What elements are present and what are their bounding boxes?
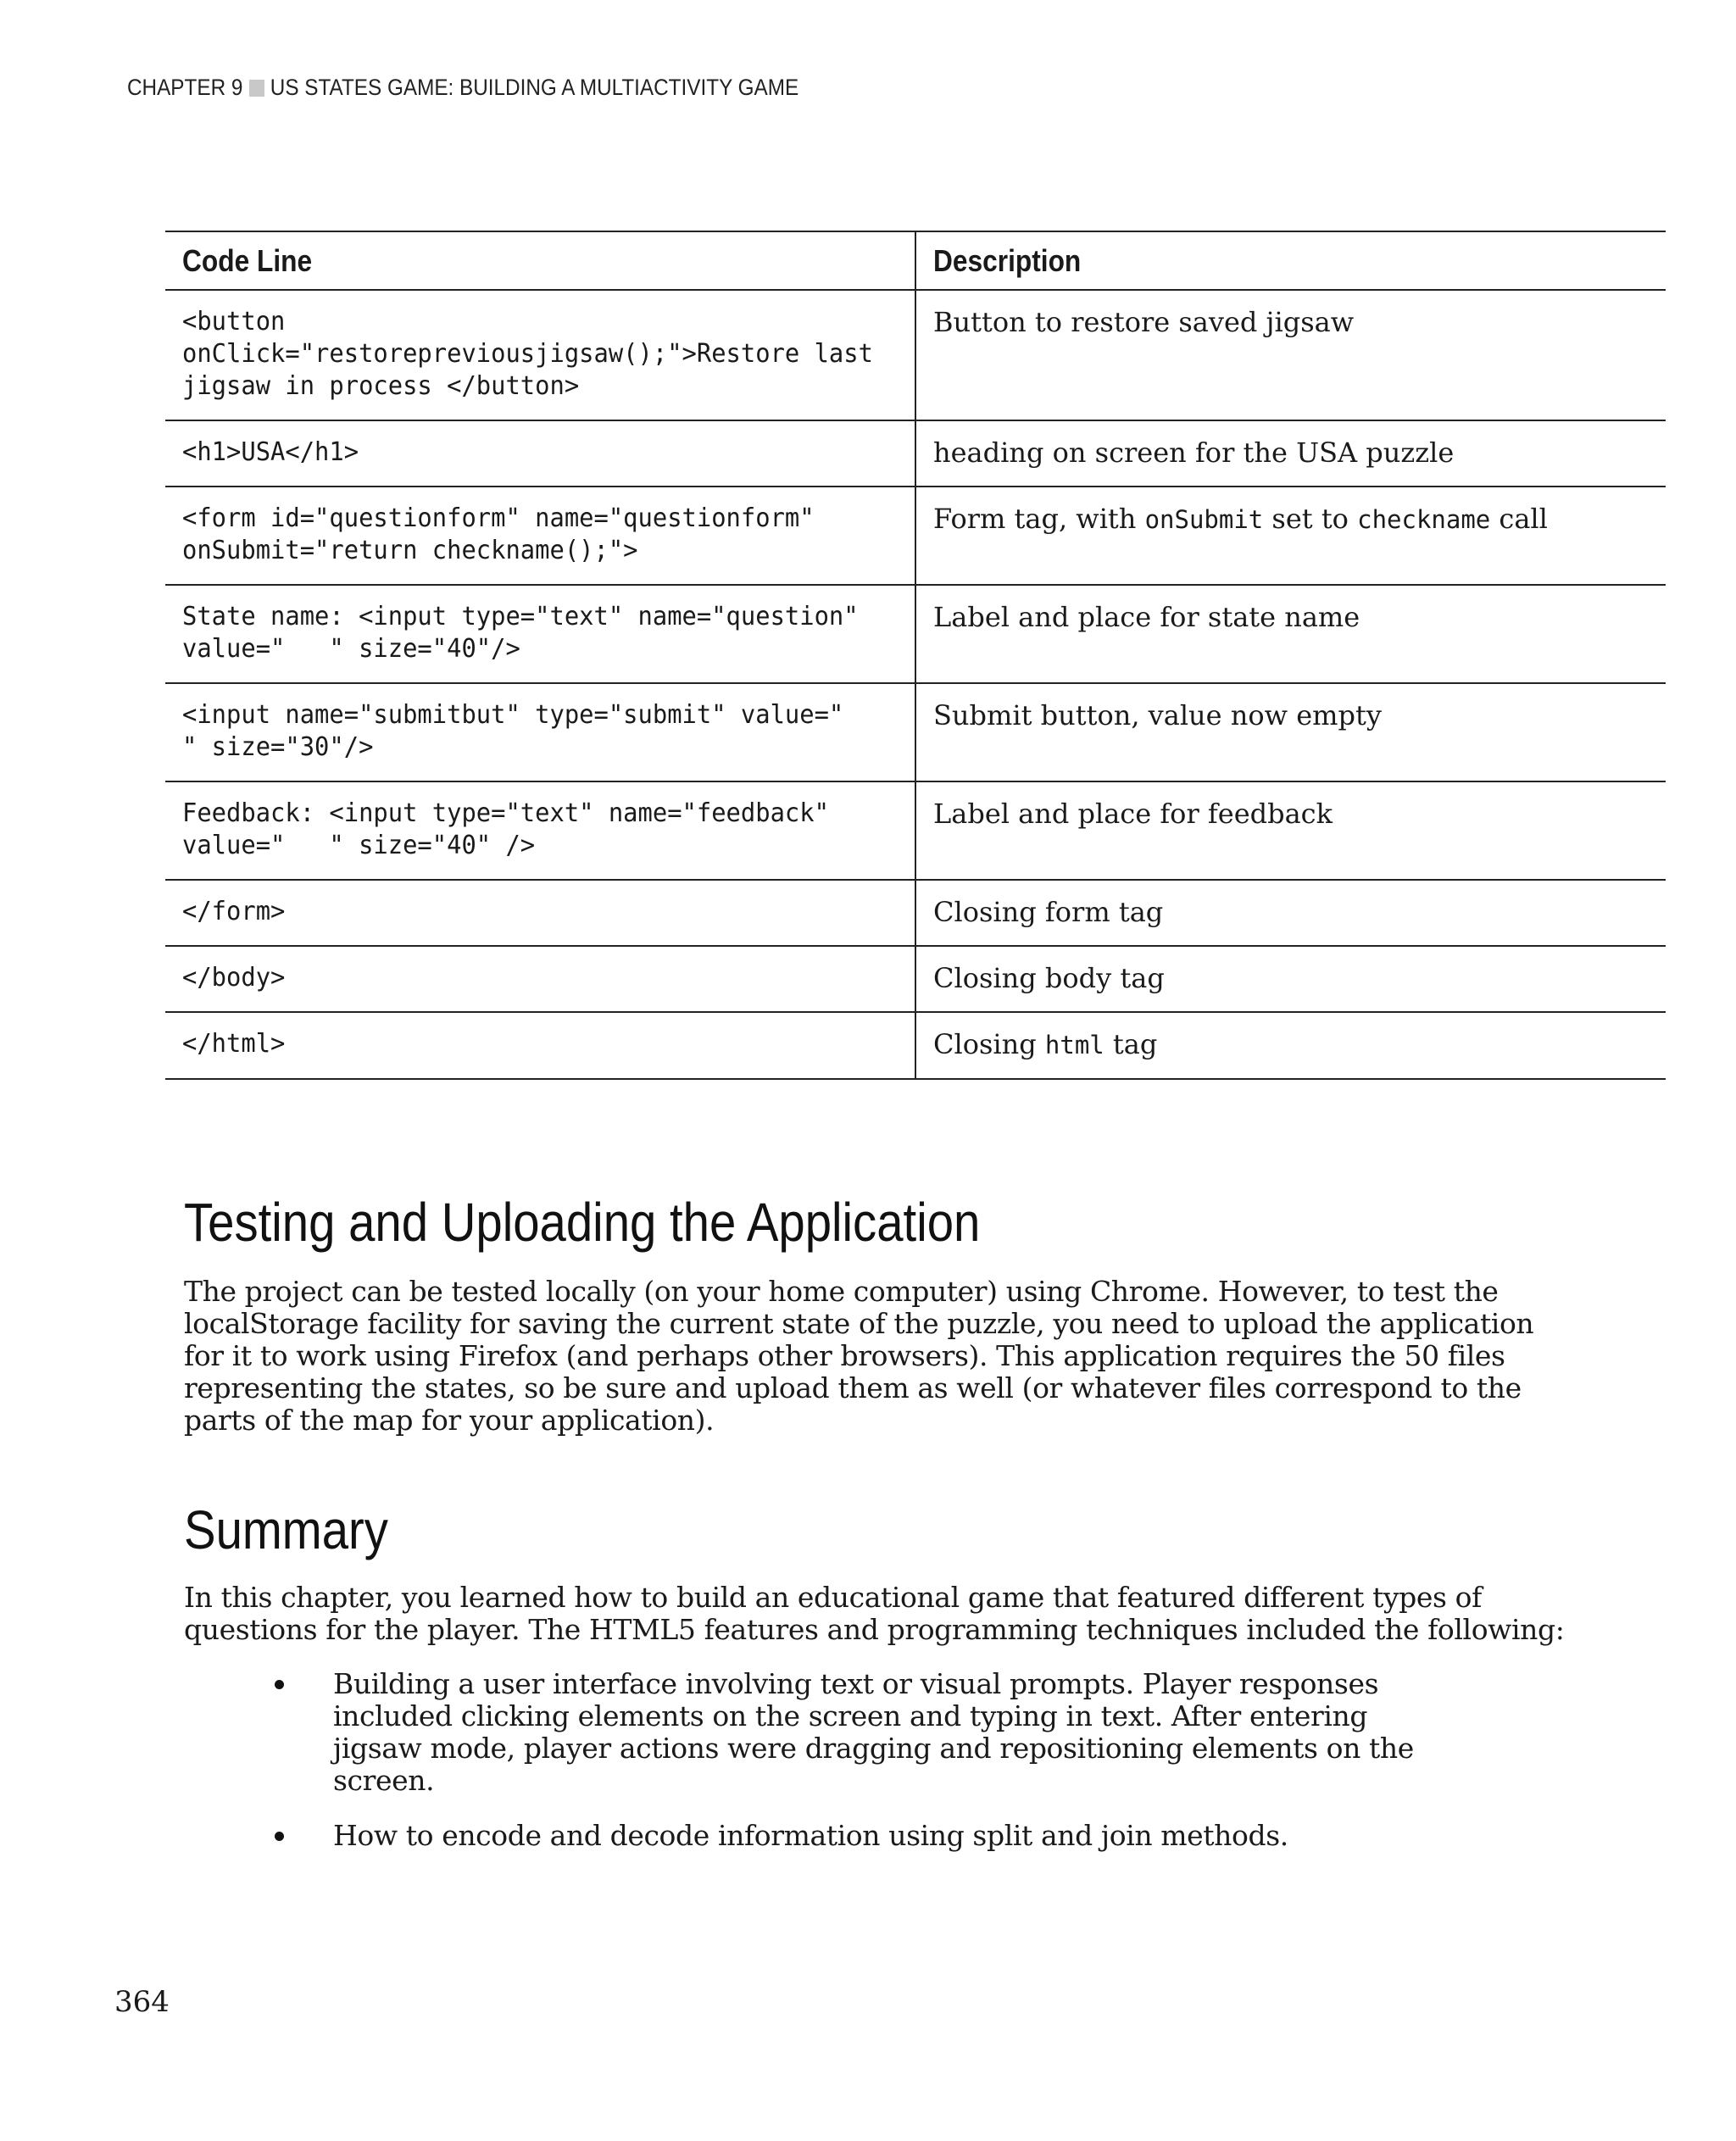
list-item: Building a user interface involving text or visual prompts. Player responses included clicking elements on the screen and typing in text. After entering jigsaw mode, player actions were dragging and repositioning elements on the screen.	[271, 1668, 1441, 1797]
code-cell: <form id="questionform" name="questionform" onSubmit="return checkname();">	[165, 487, 915, 585]
table-row	[165, 290, 1666, 420]
testing-paragraph: The project can be tested locally (on your home computer) using Chrome. However, to test the localStorage facility for saving the current state of the puzzle, you need to upload the application for it to work using Firefox (and perhaps other browsers). This application requires the 50 files representing the states, so be sure and upload them as well (or whatever files correspond to the parts of the map for your application).	[184, 1275, 1534, 1437]
square-separator-icon	[249, 80, 264, 97]
inline-code: onSubmit	[1144, 505, 1264, 534]
code-cell: </form>	[165, 880, 915, 946]
column-header-description: Description	[915, 231, 1666, 290]
table-row	[165, 585, 1666, 683]
page-number: 364	[114, 1985, 170, 2019]
table-row	[165, 487, 1666, 585]
description-cell: Label and place for feedback	[915, 781, 1666, 880]
bullet-icon	[275, 1680, 284, 1689]
chapter-label: CHAPTER 9	[127, 75, 243, 100]
column-header-code: Code Line	[165, 231, 915, 290]
table-row	[165, 880, 1666, 946]
inline-code: html	[1044, 1031, 1104, 1059]
section-heading-summary: Summary	[184, 1499, 388, 1560]
description-cell: Submit button, value now empty	[915, 683, 1666, 781]
chapter-title: US STATES GAME: BUILDING A MULTIACTIVITY GAME	[270, 75, 799, 100]
code-cell: State name: <input type="text" name="question" value=" " size="40"/>	[165, 585, 915, 683]
table-row	[165, 946, 1666, 1012]
description-cell: Label and place for state name	[915, 585, 1666, 683]
summary-paragraph: In this chapter, you learned how to build an educational game that featured different types of questions for the player. The HTML5 features and programming techniques included the following:	[184, 1581, 1565, 1646]
code-description-table	[165, 231, 1666, 1080]
code-cell: Feedback: <input type="text" name="feedback" value=" " size="40" />	[165, 781, 915, 880]
running-head	[127, 75, 798, 101]
description-cell: Closing html tag	[915, 1012, 1666, 1079]
code-cell: <button onClick="restorepreviousjigsaw();">Restore last jigsaw in process </button>	[165, 290, 915, 420]
description-cell: Closing form tag	[915, 880, 1666, 946]
table-row	[165, 683, 1666, 781]
table-header-row	[165, 231, 1666, 290]
code-cell: </html>	[165, 1012, 915, 1079]
bullet-icon	[275, 1832, 284, 1841]
table-row	[165, 781, 1666, 880]
table-row	[165, 420, 1666, 487]
description-cell: heading on screen for the USA puzzle	[915, 420, 1666, 487]
code-cell: <h1>USA</h1>	[165, 420, 915, 487]
summary-bullet-list	[271, 1668, 1441, 1875]
description-cell: Closing body tag	[915, 946, 1666, 1012]
list-item: How to encode and decode information using split and join methods.	[271, 1820, 1441, 1852]
code-cell: </body>	[165, 946, 915, 1012]
section-heading-testing: Testing and Uploading the Application	[184, 1192, 981, 1253]
description-cell: Button to restore saved jigsaw	[915, 290, 1666, 420]
description-cell: Form tag, with onSubmit set to checkname call	[915, 487, 1666, 585]
inline-code: checkname	[1357, 505, 1491, 534]
table-row	[165, 1012, 1666, 1079]
code-cell: <input name="submitbut" type="submit" value=" " size="30"/>	[165, 683, 915, 781]
